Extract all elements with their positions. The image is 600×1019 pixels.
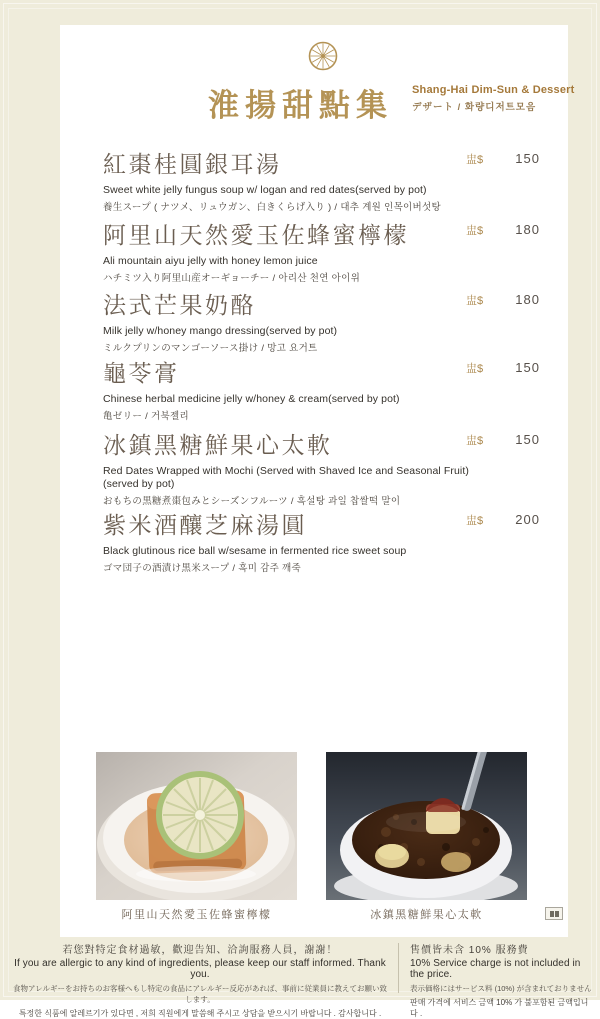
page-subtitle bbox=[412, 84, 574, 113]
allergy-notice-jp: 食物アレルギーをお持ちのお客様へもし特定の食品にアレルギー反応があれば、事前に従業員に教えてお願い致します。 bbox=[12, 984, 388, 1004]
footer-divider bbox=[398, 943, 399, 993]
price-amount: 150 bbox=[515, 432, 540, 447]
subtitle-english: Shang-Hai Dim-Sun & Dessert bbox=[412, 84, 575, 96]
item-desc-en: Ali mountain aiyu jelly with honey lemon juice bbox=[103, 255, 318, 267]
menu-item bbox=[103, 507, 540, 574]
price-unit: 盅$ bbox=[466, 435, 484, 447]
service-notice-zh: 售價皆未含 10% 服務費 bbox=[410, 945, 529, 956]
price-unit: 盅$ bbox=[466, 225, 484, 237]
item-name: 法式芒果奶酪 bbox=[103, 292, 256, 318]
item-price bbox=[466, 512, 540, 528]
aiyu-jelly-photo bbox=[96, 752, 297, 900]
item-name: 冰鎮黑糖鮮果心太軟 bbox=[103, 432, 333, 458]
item-price bbox=[466, 360, 540, 376]
item-name: 阿里山天然愛玉佐蜂蜜檸檬 bbox=[103, 222, 409, 248]
price-amount: 180 bbox=[515, 222, 540, 237]
page-title: 淮揚甜點集 bbox=[208, 88, 393, 123]
photo-caption-left: 阿里山天然愛玉佐蜂蜜檸檬 bbox=[121, 909, 272, 921]
allergy-notice bbox=[12, 941, 388, 1019]
item-name: 龜苓膏 bbox=[103, 360, 180, 386]
brown-sugar-mochi-photo bbox=[326, 752, 527, 900]
menu-item bbox=[103, 146, 540, 213]
menu-item bbox=[103, 355, 540, 422]
item-desc-en: Black glutinous rice ball w/sesame in fermented rice sweet soup bbox=[103, 545, 407, 557]
item-desc-jpkr: ハチミツ入り阿里山産オーギョーチー / 아리산 천연 아이위 bbox=[103, 273, 361, 284]
item-desc-jpkr: おもちの黒糖煮棗包みとシーズンフルーツ / 흑설탕 과일 찹쌀떡 말이 bbox=[103, 496, 401, 507]
item-desc-en: Red Dates Wrapped with Mochi (Served with Shaved Ice and Seasonal Fruit) bbox=[103, 465, 469, 477]
menu-item bbox=[103, 427, 540, 507]
page-badge bbox=[545, 907, 563, 920]
price-unit: 盅$ bbox=[466, 515, 484, 527]
price-amount: 180 bbox=[515, 292, 540, 307]
service-notice-jp: 表示価格にはサービス料 (10%) が含まれておりません bbox=[410, 984, 592, 993]
menu-item bbox=[103, 217, 540, 284]
item-desc-jpkr: 養生スープ ( ナツメ、リュウガン、白きくらげ入り ) / 대추 계원 인목이버섯탕 bbox=[103, 202, 441, 213]
item-price bbox=[466, 432, 540, 448]
item-name: 紫米酒釀芝麻湯圓 bbox=[103, 512, 307, 538]
price-amount: 150 bbox=[515, 360, 540, 375]
service-charge-notice bbox=[410, 941, 592, 1019]
item-desc-en: Sweet white jelly fungus soup w/ logan and red dates(served by pot) bbox=[103, 184, 427, 196]
item-price bbox=[466, 222, 540, 238]
item-desc-jpkr: 亀ゼリー / 거북젤리 bbox=[103, 411, 189, 422]
price-amount: 150 bbox=[515, 151, 540, 166]
price-unit: 盅$ bbox=[466, 154, 484, 166]
menu-page bbox=[60, 25, 575, 937]
item-desc-en: Milk jelly w/honey mango dressing(served by pot) bbox=[103, 325, 338, 337]
service-notice-en: 10% Service charge is not included in the price. bbox=[410, 958, 581, 980]
menu-item bbox=[103, 287, 540, 354]
item-desc-jpkr: ミルクプリンのマンゴーソース掛け / 망고 요거트 bbox=[103, 343, 318, 354]
item-desc-en-line2: (served by pot) bbox=[103, 478, 175, 490]
allergy-notice-en: If you are allergic to any kind of ingredients, please keep our staff informed. Thank you. bbox=[14, 958, 386, 980]
item-desc-en: Chinese herbal medicine jelly w/honey & cream(served by pot) bbox=[103, 393, 400, 405]
item-price bbox=[466, 151, 540, 167]
restaurant-seal-icon bbox=[307, 40, 339, 72]
price-unit: 盅$ bbox=[466, 363, 484, 375]
item-price bbox=[466, 292, 540, 308]
item-name: 紅棗桂圓銀耳湯 bbox=[103, 151, 282, 177]
allergy-notice-kr: 특정한 식품에 알레르기가 있다면 , 저희 직원에게 말씀해 주시고 상담을 받으시기 바랍니다 . 감사합니다 . bbox=[18, 1009, 382, 1018]
subtitle-jp-kr: デザート / 화량디저트모음 bbox=[412, 102, 537, 113]
allergy-notice-zh: 若您對特定食材過敏，歡迎告知、洽詢服務人員，謝謝！ bbox=[62, 945, 338, 956]
service-notice-kr: 판매 가격에 서비스 금액 10% 가 불포함된 금액입니다 . bbox=[410, 998, 589, 1018]
photo-caption-right: 冰鎮黑糖鮮果心太軟 bbox=[370, 909, 483, 921]
item-desc-jpkr: ゴマ団子の酒漬け黒米スープ / 흑미 감주 깨죽 bbox=[103, 563, 302, 574]
price-amount: 200 bbox=[515, 512, 540, 527]
price-unit: 盅$ bbox=[466, 295, 484, 307]
